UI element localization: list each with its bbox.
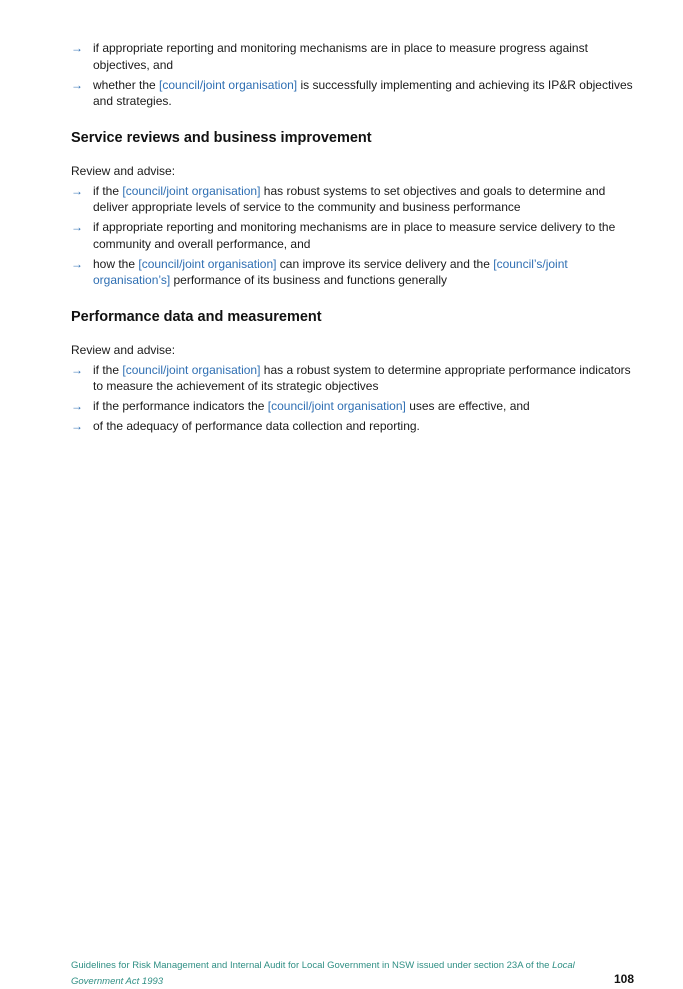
footer-text: Guidelines for Risk Management and Internal Audit for Local Government in NSW issued under section 23A of the [71, 960, 553, 971]
placeholder-text: [council’s/joint organisation’s] [93, 256, 568, 287]
placeholder-text: [council/joint organisation] [122, 183, 261, 198]
list-item: → if the performance indicators the [council/joint organisation] uses are effective, and [71, 399, 530, 413]
page-footer [71, 958, 611, 989]
bullet-list [71, 362, 641, 435]
footer-act-title: Local Government Act 1993 [71, 960, 575, 987]
section-intro: Review and advise: [71, 163, 176, 178]
section-heading: Service reviews and business improvement [71, 129, 372, 146]
list-item: → if appropriate reporting and monitoring mechanisms are in place to measure service delivery to the community and overall performance, and [71, 220, 616, 251]
list-item: → if the [council/joint organisation] has a robust system to determine appropriate performance indicators to measure the achievement of its strategic objectives [71, 362, 631, 393]
placeholder-text: [council/joint organisation] [159, 77, 298, 92]
list-item: → whether the [council/joint organisation] is successfully implementing and achieving its IP&R objectives and strategies. [71, 77, 633, 108]
arrow-right-icon: → [71, 256, 83, 271]
list-item: → how the [council/joint organisation] can improve its service delivery and the [council’s/joint organisation’s] performance of its business and functions generally [71, 256, 568, 287]
bullet-list [71, 40, 641, 110]
placeholder-text: [council/joint organisation] [267, 399, 406, 413]
page-number: 108 [613, 972, 634, 986]
bullet-list [71, 183, 641, 289]
list-item: → of the adequacy of performance data collection and reporting. [71, 419, 420, 433]
arrow-right-icon: → [71, 220, 83, 234]
arrow-right-icon: → [71, 77, 83, 92]
list-item: → if appropriate reporting and monitoring mechanisms are in place to measure progress against objectives, and [71, 41, 588, 72]
section-intro: Review and advise: [71, 342, 176, 357]
arrow-right-icon: → [71, 362, 83, 377]
arrow-right-icon: → [71, 419, 83, 433]
arrow-right-icon: → [71, 41, 83, 55]
placeholder-text: [council/joint organisation] [138, 256, 277, 271]
placeholder-text: [council/joint organisation] [122, 362, 261, 377]
list-item: → if the [council/joint organisation] has robust systems to set objectives and goals to determine and deliver appropriate levels of service to the community and business performance [71, 183, 606, 214]
section-heading: Performance data and measurement [71, 308, 322, 325]
arrow-right-icon: → [71, 183, 83, 198]
document-page [71, 40, 641, 438]
arrow-right-icon: → [71, 399, 83, 413]
